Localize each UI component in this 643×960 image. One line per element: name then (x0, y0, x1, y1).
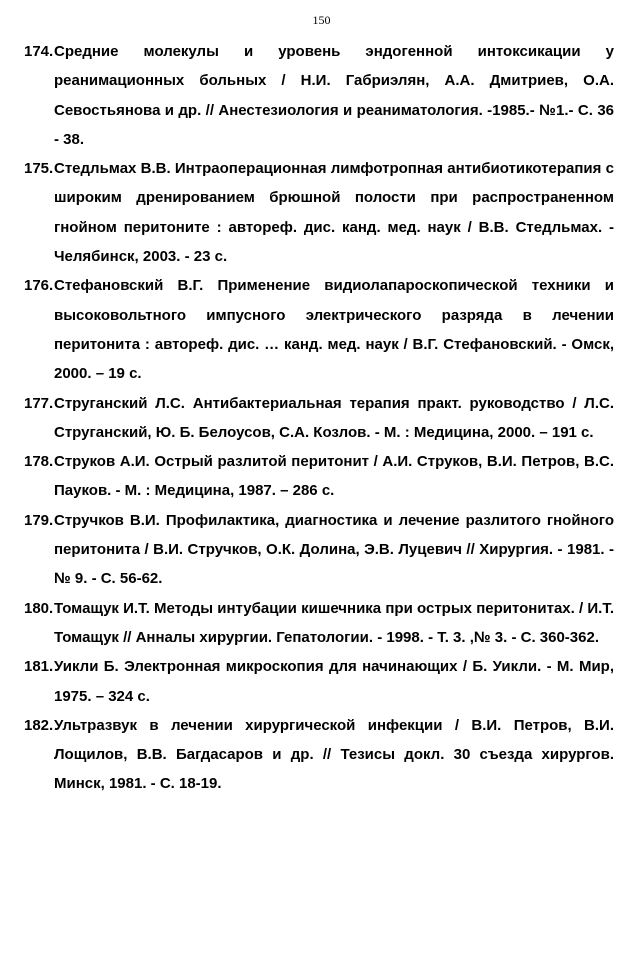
reference-text: Струганский Л.С. Антибактериальная терапия практ. руководство / Л.С. Струганский, Ю. Б. Белоусов, С.А. Козлов. - М. : Медицина, 2000. – 191 с. (54, 394, 614, 441)
reference-item-182 (24, 711, 614, 799)
reference-list (24, 37, 614, 799)
reference-number: 178. (24, 453, 54, 471)
reference-item-181 (24, 652, 614, 711)
reference-number: 182. (24, 716, 54, 734)
reference-text: Томащук И.Т. Методы интубации кишечника при острых перитонитах. / И.Т. Томащук // Анналы хирургии. Гепатологии. - 1998. - Т. 3. ,№ 3. - С. 360-362. (54, 599, 614, 646)
reference-item-180 (24, 594, 614, 653)
reference-text: Стедльмах В.В. Интраоперационная лимфотропная антибиотикотерапия с широким дренированием брюшной полости при распространенном гнойном перитоните : автореф. дис. канд. мед. наук / В.В. Стедльмах. - Челябинск, 2003. - 23 с. (54, 160, 614, 266)
page-number: 150 (312, 13, 331, 27)
reference-number: 177. (24, 394, 54, 412)
reference-item-176 (24, 271, 614, 388)
reference-text: Уикли Б. Электронная микроскопия для начинающих / Б. Уикли. - М. Мир, 1975. – 324 с. (54, 658, 614, 705)
reference-text: Ультразвук в лечении хирургической инфекции / В.И. Петров, В.И. Лощилов, В.В. Багдасаров и др. // Тезисы докл. 30 съезда хирургов. Минск, 1981. - С. 18-19. (54, 716, 614, 793)
reference-number: 180. (24, 599, 54, 617)
reference-item-178 (24, 447, 614, 506)
reference-number: 179. (24, 511, 54, 529)
reference-text: Стефановский В.Г. Применение видиолапароскопической техники и высоковольтного импусного электрического разряда в лечении перитонита : автореф. дис. … канд. мед. наук / В.Г. Стефановский. - Омск, 2000. – 19 с. (54, 277, 614, 383)
reference-text: Стручков В.И. Профилактика, диагностика и лечение разлитого гнойного перитонита / В.И. Стручков, О.К. Долина, Э.В. Луцевич // Хирургия. - 1981. - № 9. - С. 56-62. (54, 511, 614, 588)
reference-item-174 (24, 37, 614, 154)
reference-text: Струков А.И. Острый разлитой перитонит / А.И. Струков, В.И. Петров, В.С. Пауков. - М. : Медицина, 1987. – 286 с. (54, 453, 614, 500)
reference-number: 175. (24, 160, 54, 178)
reference-number: 174. (24, 43, 54, 60)
reference-item-175 (24, 154, 614, 271)
reference-item-179 (24, 506, 614, 594)
reference-item-177 (24, 389, 614, 448)
reference-text: Средние молекулы и уровень эндогенной интоксикации у реанимационных больных / Н.И. Габриэлян, А.А. Дмитриев, О.А. Севостьянова и др. // Анестезиология и реаниматология. -1985.- №1.- С. 36 - 38. (54, 43, 614, 148)
reference-number: 176. (24, 277, 54, 295)
reference-number: 181. (24, 658, 54, 676)
